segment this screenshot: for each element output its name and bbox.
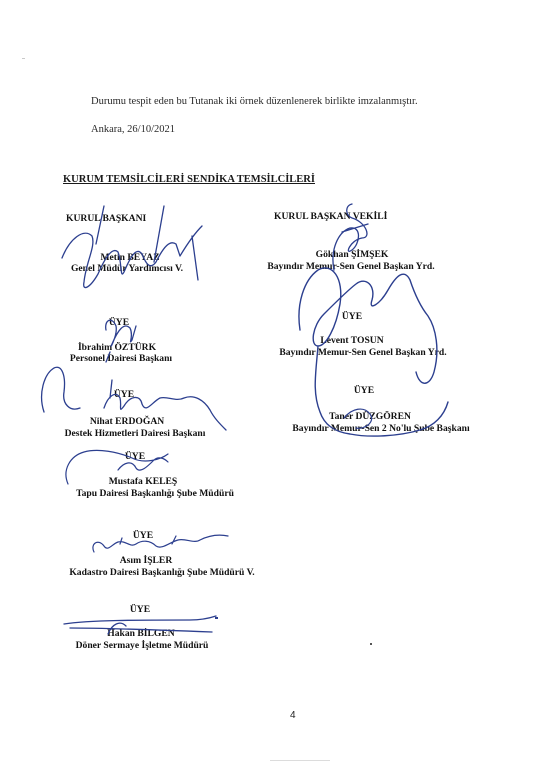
role-label: ÜYE [108, 317, 130, 328]
member-name: Levent TOSUN [320, 335, 384, 346]
signature-asim-isler [93, 535, 228, 552]
member-title: Genel Müdür Yardımcısı V. [70, 263, 184, 274]
member-title: Personel Dairesi Başkanı [69, 353, 173, 364]
role-label: ÜYE [124, 451, 146, 462]
member-name: Hakan BİLGEN [107, 628, 175, 639]
role-label: ÜYE [353, 385, 375, 396]
role-label: ÜYE [129, 604, 151, 615]
member-name: Metin BEYAZ [100, 252, 160, 263]
stray-dot [215, 617, 218, 619]
section-heading: KURUM TEMSİLCİLERİ SENDİKA TEMSİLCİLERİ [63, 174, 315, 185]
stray-dot [370, 643, 372, 645]
member-name: Mustafa KELEŞ [108, 476, 178, 487]
place-date: Ankara, 26/10/2021 [91, 124, 175, 135]
member-name: Gökhan ŞİMŞEK [315, 249, 389, 260]
member-title: Tapu Dairesi Başkanlığı Şube Müdürü [76, 488, 234, 499]
member-title: Bayındır Memur-Sen 2 No'lu Şube Başkanı [292, 423, 470, 434]
member-title: Bayındır Memur-Sen Genel Başkan Yrd. [267, 261, 435, 272]
member-name: Taner DÜZGÖREN [329, 411, 411, 422]
role-label: KURUL BAŞKANI [66, 213, 147, 224]
statement-text: Durumu tespit eden bu Tutanak iki örnek düzenlenerek birlikte imzalanmıştır. [91, 96, 418, 107]
member-title: Destek Hizmetleri Dairesi Başkanı [64, 428, 206, 439]
member-name: Nihat ERDOĞAN [89, 416, 165, 427]
member-name: Asım İŞLER [119, 555, 173, 566]
role-label: ÜYE [113, 389, 135, 400]
role-label: KURUL BAŞKAN VEKİLİ [274, 211, 388, 222]
member-title: Bayındır Memur-Sen Genel Başkan Yrd. [279, 347, 447, 358]
scan-mark [22, 58, 25, 59]
member-title: Döner Sermaye İşletme Müdürü [75, 640, 209, 651]
role-label: ÜYE [132, 530, 154, 541]
scan-mark [270, 760, 330, 761]
page-number: 4 [290, 710, 296, 721]
role-label: ÜYE [341, 311, 363, 322]
member-name: İbrahim ÖZTÜRK [77, 342, 157, 353]
member-title: Kadastro Dairesi Başkanlığı Şube Müdürü V. [69, 567, 255, 578]
